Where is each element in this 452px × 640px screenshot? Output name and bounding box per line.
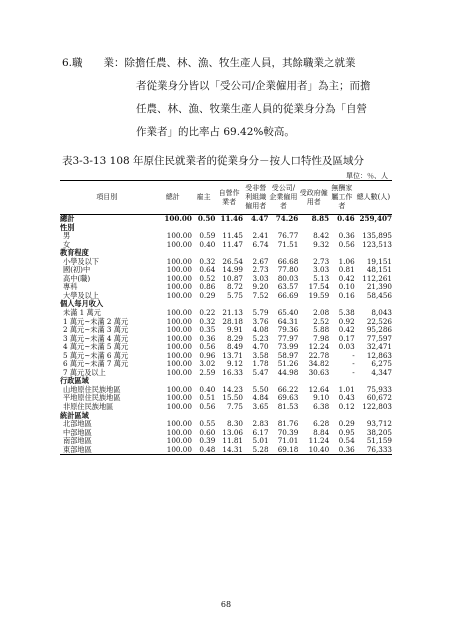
cell-value: 0.59 bbox=[199, 231, 216, 241]
cell-value: 7.98 bbox=[313, 333, 330, 343]
cell-value: 4.08 bbox=[252, 325, 269, 335]
cell-value: 100.00 bbox=[166, 325, 192, 335]
cell-value: 100.00 bbox=[166, 402, 192, 412]
cell-value: 0.29 bbox=[338, 419, 355, 429]
cell-value: 0.81 bbox=[338, 265, 355, 275]
cell-value: 100.00 bbox=[166, 367, 192, 377]
cell-value: 58,456 bbox=[366, 290, 392, 300]
cell-value: 1.06 bbox=[338, 256, 355, 266]
cell-value: 80.03 bbox=[277, 273, 299, 283]
row-label: 東部地區 bbox=[60, 446, 154, 455]
cell-value: 0.36 bbox=[338, 231, 355, 241]
paragraph-line: 作業者」的比率占 69.42%較高。 bbox=[136, 126, 295, 138]
cell-value: 51.26 bbox=[277, 359, 299, 369]
cell-value: 5.01 bbox=[252, 436, 269, 446]
cell-value: 28.18 bbox=[222, 316, 243, 326]
cell-value: 0.32 bbox=[199, 256, 216, 266]
cell-value: 17.54 bbox=[308, 282, 330, 292]
cell-value: 48,151 bbox=[366, 265, 392, 275]
table-body bbox=[60, 215, 392, 455]
cell-value: 123,513 bbox=[362, 239, 392, 249]
cell-value: 3.03 bbox=[252, 273, 269, 283]
cell-value: 11.47 bbox=[222, 239, 243, 249]
cell-value: 10.40 bbox=[298, 446, 329, 455]
cell-value: 16.33 bbox=[222, 367, 243, 377]
cell-value: 0.35 bbox=[199, 325, 216, 335]
row-label: 山地原住民族地區 bbox=[63, 384, 121, 394]
cell-value: 0.32 bbox=[199, 316, 216, 326]
cell-value: 100.00 bbox=[166, 265, 192, 275]
cell-value: 5.88 bbox=[313, 325, 330, 335]
cell-value: 8.30 bbox=[226, 419, 243, 429]
header-total: 總計 bbox=[165, 193, 180, 201]
cell-value: 12.64 bbox=[308, 384, 330, 394]
cell-value: 12.24 bbox=[308, 342, 330, 352]
row-label: 總計 bbox=[60, 214, 75, 223]
cell-value: 22,526 bbox=[366, 316, 392, 326]
cell-value: 2.08 bbox=[313, 308, 330, 318]
cell-value: 6.74 bbox=[252, 239, 269, 249]
cell-value: 0.56 bbox=[199, 342, 216, 352]
cell-value: 71.51 bbox=[277, 239, 299, 249]
cell-value: 5.75 bbox=[226, 290, 243, 300]
cell-value: 5.28 bbox=[243, 446, 269, 455]
cell-value: 12,863 bbox=[366, 350, 392, 360]
cell-value: 3.65 bbox=[252, 402, 269, 412]
cell-value: 74.26 bbox=[275, 214, 299, 223]
cell-value: 19.59 bbox=[308, 290, 330, 300]
cell-value: 3.03 bbox=[313, 265, 330, 275]
table-row bbox=[60, 241, 392, 250]
cell-value: 0.51 bbox=[199, 393, 216, 403]
cell-value: 77.97 bbox=[277, 333, 299, 343]
cell-value: 100.00 bbox=[166, 290, 192, 300]
cell-value: 64.31 bbox=[277, 316, 299, 326]
cell-value: 5.79 bbox=[252, 308, 269, 318]
cell-value: 11.46 bbox=[220, 214, 243, 223]
row-label: 3 萬元~未滿 4 萬元 bbox=[63, 333, 129, 343]
cell-value: 0.46 bbox=[337, 214, 355, 223]
cell-value: 100.00 bbox=[166, 256, 192, 266]
cell-value: 58.97 bbox=[277, 350, 299, 360]
row-label: 5 萬元~未滿 6 萬元 bbox=[63, 350, 129, 360]
cell-value: 13.06 bbox=[222, 427, 243, 437]
cell-value: 77,597 bbox=[366, 333, 392, 343]
header-count: 總人數(人) bbox=[356, 193, 391, 201]
cell-value: 8.42 bbox=[313, 231, 330, 241]
cell-value: 14.23 bbox=[222, 384, 243, 394]
cell-value: 0.42 bbox=[338, 325, 355, 335]
cell-value: 7.75 bbox=[226, 402, 243, 412]
employment-status-table bbox=[60, 180, 392, 455]
cell-value: 100.00 bbox=[166, 427, 192, 437]
cell-value: 135,895 bbox=[362, 231, 392, 241]
cell-value: 2.73 bbox=[313, 256, 330, 266]
row-label: 行政區域 bbox=[60, 376, 89, 386]
cell-value: 32,471 bbox=[366, 342, 392, 352]
cell-value: 4.84 bbox=[252, 393, 269, 403]
row-label: 未滿 1 萬元 bbox=[63, 308, 101, 318]
cell-value: 0.48 bbox=[192, 446, 215, 455]
cell-value: 8.85 bbox=[311, 214, 330, 223]
cell-value: 100.00 bbox=[166, 231, 192, 241]
unit-note: 單位：％、人 bbox=[346, 172, 388, 180]
cell-value: 0.92 bbox=[338, 316, 355, 326]
cell-value: 6,275 bbox=[371, 359, 392, 369]
cell-value: 0.56 bbox=[199, 402, 216, 412]
row-label: 個人每月收入 bbox=[60, 299, 104, 309]
row-label: 大學及以上 bbox=[63, 290, 99, 300]
cell-value: 76.77 bbox=[277, 231, 299, 241]
cell-value: 30.63 bbox=[308, 367, 330, 377]
table-row bbox=[60, 403, 392, 412]
cell-value: 69.63 bbox=[277, 393, 299, 403]
cell-value: 0.60 bbox=[199, 427, 216, 437]
cell-value: 5.47 bbox=[252, 367, 269, 377]
cell-value: 100.00 bbox=[166, 359, 192, 369]
row-label: 2 萬元~未滿 3 萬元 bbox=[63, 325, 129, 335]
cell-value: 14.31 bbox=[215, 446, 243, 455]
cell-value: 0.03 bbox=[338, 342, 355, 352]
cell-value: 9.32 bbox=[313, 239, 330, 249]
cell-value: 3.76 bbox=[252, 316, 269, 326]
cell-value: 11.81 bbox=[222, 436, 243, 446]
cell-value: 0.10 bbox=[338, 282, 355, 292]
cell-value: 6.38 bbox=[313, 402, 330, 412]
header-item: 項目別 bbox=[96, 193, 118, 201]
row-label: 南部地區 bbox=[63, 436, 92, 446]
cell-value: 0.64 bbox=[199, 265, 216, 275]
cell-value: 4.70 bbox=[252, 342, 269, 352]
cell-value: 6.28 bbox=[313, 419, 330, 429]
paragraph-line: 任農、林、漁、牧業生產人員的從業身分為「自營 bbox=[136, 103, 367, 115]
cell-value: 0.95 bbox=[338, 427, 355, 437]
row-label: 6 萬元~未滿 7 萬元 bbox=[63, 359, 129, 369]
cell-value: 8,043 bbox=[371, 308, 392, 318]
paragraph-line: 6.職 業：除擔任農、林、漁、牧生產人員，其餘職業之就業 bbox=[62, 57, 356, 69]
paragraph-line: 者從業身分皆以「受公司/企業僱用者」為主；而擔 bbox=[136, 80, 371, 92]
row-label: 北部地區 bbox=[63, 419, 92, 429]
cell-value: 4,347 bbox=[371, 367, 392, 377]
table-row bbox=[60, 369, 392, 378]
cell-value: 11.45 bbox=[222, 231, 243, 241]
cell-value: 0.36 bbox=[199, 333, 216, 343]
row-label: 專科 bbox=[63, 282, 78, 292]
row-label: 教育程度 bbox=[60, 248, 89, 258]
cell-value: 1.78 bbox=[252, 359, 269, 369]
cell-value: 14.99 bbox=[222, 265, 243, 275]
cell-value: 5.23 bbox=[252, 333, 269, 343]
cell-value: 66.22 bbox=[277, 384, 299, 394]
header-company: 受公司/企業僱用者 bbox=[269, 184, 298, 210]
cell-value: 100.00 bbox=[164, 214, 192, 223]
cell-value: 8.84 bbox=[313, 427, 330, 437]
cell-value: 79.36 bbox=[277, 325, 299, 335]
header-employer: 雇主 bbox=[196, 193, 211, 201]
cell-value: 0.16 bbox=[338, 290, 355, 300]
cell-value: 75,933 bbox=[366, 384, 392, 394]
cell-value: 0.43 bbox=[338, 393, 355, 403]
cell-value: 9.91 bbox=[226, 325, 243, 335]
cell-value: 122,803 bbox=[362, 402, 392, 412]
cell-value: 100.00 bbox=[166, 350, 192, 360]
cell-value: 95,286 bbox=[366, 325, 392, 335]
cell-value: 259,407 bbox=[359, 214, 392, 223]
cell-value: 26.54 bbox=[222, 256, 243, 266]
cell-value: 38,205 bbox=[366, 427, 392, 437]
row-label: 男 bbox=[63, 231, 71, 241]
row-label: 國(初)中 bbox=[63, 265, 91, 275]
cell-value: 81.76 bbox=[277, 419, 299, 429]
cell-value: 100.00 bbox=[154, 446, 192, 455]
header-nonprofit: 受非營利組織僱用者 bbox=[245, 184, 267, 210]
cell-value: - bbox=[352, 359, 355, 369]
cell-value: 1.01 bbox=[338, 384, 355, 394]
row-label: 平地原住民族地區 bbox=[63, 393, 121, 403]
cell-value: 13.71 bbox=[222, 350, 243, 360]
cell-value: 5.13 bbox=[313, 273, 330, 283]
total-row bbox=[60, 215, 392, 224]
cell-value: 0.56 bbox=[338, 239, 355, 249]
cell-value: - bbox=[352, 367, 355, 377]
row-label: 4 萬元~未滿 5 萬元 bbox=[63, 342, 129, 352]
occupation-paragraph bbox=[62, 52, 397, 144]
cell-value: 0.40 bbox=[199, 384, 216, 394]
cell-value: 65.40 bbox=[277, 308, 299, 318]
cell-value: 100.00 bbox=[166, 273, 192, 283]
cell-value: 0.36 bbox=[329, 446, 355, 455]
header-government: 受政府僱用者 bbox=[299, 188, 328, 206]
cell-value: 21.13 bbox=[222, 308, 243, 318]
table-header-row bbox=[60, 181, 392, 215]
row-label: 高中(職) bbox=[63, 273, 91, 283]
table-caption: 表3-3-13 108 年原住民就業者的從業身分－按人口特性及區域分 bbox=[62, 155, 365, 167]
cell-value: 66.69 bbox=[277, 290, 299, 300]
cell-value: 0.40 bbox=[199, 239, 216, 249]
cell-value: 100.00 bbox=[166, 342, 192, 352]
cell-value: 10.87 bbox=[222, 273, 243, 283]
row-label: 非原住民族地區 bbox=[63, 402, 114, 412]
cell-value: 9.12 bbox=[226, 359, 243, 369]
cell-value: 100.00 bbox=[166, 333, 192, 343]
cell-value: 6.17 bbox=[252, 427, 269, 437]
table-row bbox=[60, 292, 392, 301]
header-family-worker: 無酬家屬工作者 bbox=[331, 184, 353, 210]
cell-value: 15.50 bbox=[222, 393, 243, 403]
cell-value: 76,333 bbox=[355, 446, 392, 455]
row-label: 統計區域 bbox=[60, 410, 89, 420]
cell-value: 8.29 bbox=[226, 333, 243, 343]
cell-value: 69.18 bbox=[269, 446, 299, 455]
cell-value: 2.83 bbox=[252, 419, 269, 429]
cell-value: 2.59 bbox=[199, 367, 216, 377]
cell-value: 63.57 bbox=[277, 282, 299, 292]
cell-value: 11.24 bbox=[308, 436, 330, 446]
row-label: 女 bbox=[63, 239, 71, 249]
cell-value: 22.78 bbox=[308, 350, 330, 360]
cell-value: 0.42 bbox=[338, 273, 355, 283]
cell-value: - bbox=[352, 350, 355, 360]
cell-value: 81.53 bbox=[277, 402, 299, 412]
row-label: 性別 bbox=[60, 222, 75, 232]
cell-value: 100.00 bbox=[166, 239, 192, 249]
cell-value: 0.12 bbox=[338, 402, 355, 412]
cell-value: 5.50 bbox=[252, 384, 269, 394]
cell-value: 66.68 bbox=[277, 256, 299, 266]
cell-value: 5.38 bbox=[338, 308, 355, 318]
row-label: 7 萬元及以上 bbox=[63, 367, 106, 377]
cell-value: 0.50 bbox=[197, 214, 216, 223]
cell-value: 3.02 bbox=[199, 359, 216, 369]
cell-value: 0.29 bbox=[199, 290, 216, 300]
cell-value: 73.99 bbox=[277, 342, 299, 352]
cell-value: 0.52 bbox=[199, 273, 216, 283]
cell-value: 0.86 bbox=[199, 282, 216, 292]
cell-value: 100.00 bbox=[166, 384, 192, 394]
cell-value: 70.39 bbox=[277, 427, 299, 437]
cell-value: 3.58 bbox=[252, 350, 269, 360]
cell-value: 0.22 bbox=[199, 308, 216, 318]
cell-value: 8.49 bbox=[226, 342, 243, 352]
page-number: 68 bbox=[220, 600, 232, 609]
cell-value: 100.00 bbox=[166, 282, 192, 292]
cell-value: 9.10 bbox=[313, 393, 330, 403]
cell-value: 4.47 bbox=[251, 214, 269, 223]
row-label: 1 萬元~未滿 2 萬元 bbox=[63, 316, 129, 326]
cell-value: 0.55 bbox=[199, 419, 216, 429]
cell-value: 0.54 bbox=[338, 436, 355, 446]
cell-value: 77.80 bbox=[277, 265, 299, 275]
cell-value: 9.20 bbox=[252, 282, 269, 292]
cell-value: 60,672 bbox=[366, 393, 392, 403]
cell-value: 7.52 bbox=[252, 290, 269, 300]
cell-value: 93,712 bbox=[366, 419, 392, 429]
cell-value: 0.17 bbox=[338, 333, 355, 343]
row-label: 小學及以下 bbox=[63, 256, 99, 266]
cell-value: 100.00 bbox=[166, 419, 192, 429]
cell-value: 100.00 bbox=[166, 316, 192, 326]
cell-value: 112,261 bbox=[362, 273, 392, 283]
cell-value: 2.41 bbox=[252, 231, 269, 241]
cell-value: 2.67 bbox=[252, 256, 269, 266]
row-label: 中部地區 bbox=[63, 427, 92, 437]
table-row bbox=[60, 446, 392, 455]
cell-value: 34.82 bbox=[308, 359, 330, 369]
cell-value: 100.00 bbox=[166, 308, 192, 318]
cell-value: 51,159 bbox=[366, 436, 392, 446]
cell-value: 71.01 bbox=[277, 436, 299, 446]
cell-value: 100.00 bbox=[166, 393, 192, 403]
cell-value: 100.00 bbox=[166, 436, 192, 446]
cell-value: 44.98 bbox=[277, 367, 299, 377]
cell-value: 8.72 bbox=[226, 282, 243, 292]
cell-value: 19,151 bbox=[366, 256, 392, 266]
cell-value: 0.96 bbox=[199, 350, 216, 360]
cell-value: 21,390 bbox=[366, 282, 392, 292]
cell-value: 2.52 bbox=[313, 316, 330, 326]
cell-value: 0.39 bbox=[199, 436, 216, 446]
cell-value: 2.73 bbox=[252, 265, 269, 275]
header-self-employed: 自營作業者 bbox=[218, 188, 240, 206]
